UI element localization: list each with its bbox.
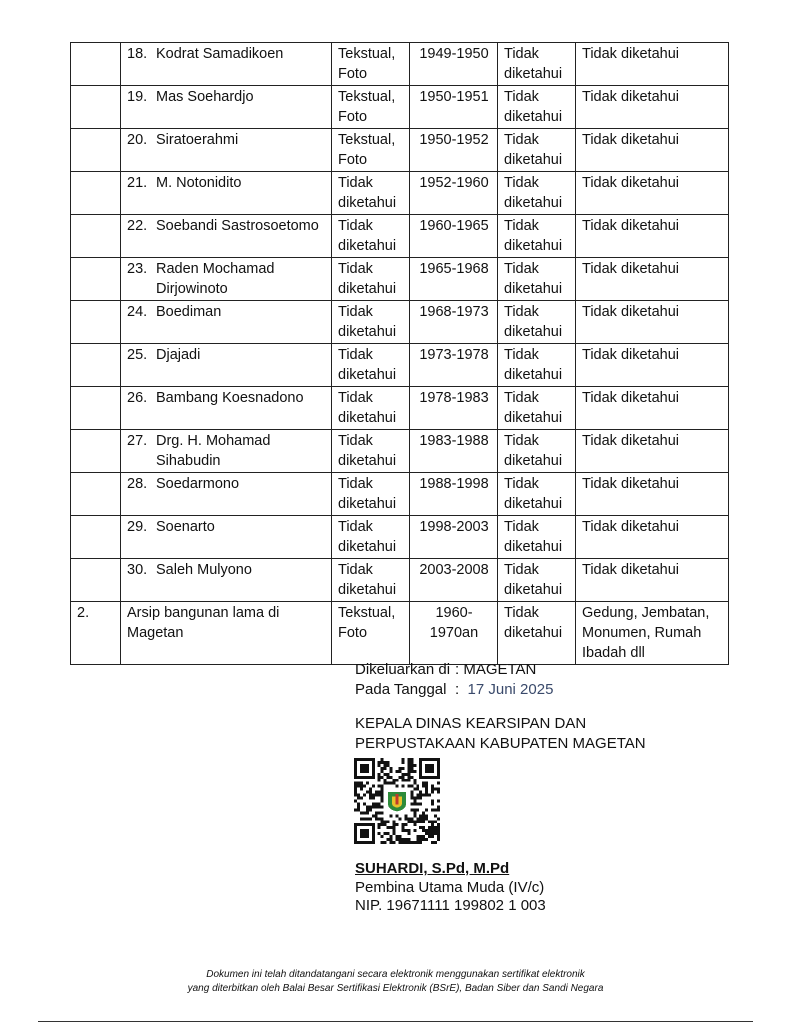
archive-type-cell: Tekstual, Foto (332, 602, 410, 665)
archive-amount-cell: Tidak diketahui (498, 301, 576, 344)
archive-amount-cell: Tidak diketahui (498, 129, 576, 172)
archive-remark-cell: Tidak diketahui (576, 387, 729, 430)
archive-name-cell (121, 172, 332, 215)
row-number-cell (71, 86, 121, 129)
archive-table (70, 42, 729, 665)
date-separator: : (455, 681, 460, 698)
list-index: 30. (127, 562, 148, 578)
archive-amount-cell: Tidak diketahui (498, 172, 576, 215)
row-number-cell (71, 301, 121, 344)
archive-name-cell: Arsip bangunan lama di Magetan (121, 602, 332, 665)
row-number-cell (71, 516, 121, 559)
archive-year-cell: 1978-1983 (410, 387, 498, 430)
person-name: Kodrat Samadikoen (156, 46, 284, 62)
person-name: Raden Mochamad Dirjowinoto (156, 261, 275, 297)
list-index: 29. (127, 519, 148, 535)
archive-amount-cell: Tidak diketahui (498, 516, 576, 559)
list-index: 20. (127, 132, 148, 148)
archive-type-cell: Tekstual, Foto (332, 86, 410, 129)
footer-note-line2: yang diterbitkan oleh Balai Besar Sertifikasi Elektronik (BSrE), Badan Siber dan Sandi Negara (187, 983, 604, 994)
table-row (71, 344, 729, 387)
table-row (71, 86, 729, 129)
row-number-cell: 2. (71, 602, 121, 665)
archive-type-cell: Tidak diketahui (332, 215, 410, 258)
table-row (71, 258, 729, 301)
table-row (71, 559, 729, 602)
table-row (71, 473, 729, 516)
table-row (71, 215, 729, 258)
archive-year-cell: 1950-1952 (410, 129, 498, 172)
archive-year-cell: 1983-1988 (410, 430, 498, 473)
archive-remark-cell: Tidak diketahui (576, 43, 729, 86)
archive-name-cell (121, 301, 332, 344)
row-number-cell (71, 430, 121, 473)
table-row (71, 602, 729, 665)
archive-remark-cell: Tidak diketahui (576, 258, 729, 301)
person-name: Djajadi (156, 347, 201, 363)
archive-remark-cell: Tidak diketahui (576, 301, 729, 344)
archive-type-cell: Tidak diketahui (332, 473, 410, 516)
archive-name-cell (121, 559, 332, 602)
row-number-cell (71, 344, 121, 387)
archive-year-cell: 1998-2003 (410, 516, 498, 559)
row-number-cell (71, 387, 121, 430)
archive-remark-cell: Gedung, Jembatan, Monumen, Rumah Ibadah dll (576, 602, 729, 665)
archive-name-cell (121, 387, 332, 430)
row-number-cell (71, 172, 121, 215)
archive-year-cell: 1950-1951 (410, 86, 498, 129)
archive-amount-cell: Tidak diketahui (498, 473, 576, 516)
archive-amount-cell: Tidak diketahui (498, 387, 576, 430)
qr-code (354, 758, 440, 844)
archive-remark-cell: Tidak diketahui (576, 172, 729, 215)
archive-name-cell (121, 258, 332, 301)
issued-label: Dikeluarkan di (355, 661, 451, 678)
archive-name-cell (121, 473, 332, 516)
archive-year-cell: 1968-1973 (410, 301, 498, 344)
archive-name-cell (121, 516, 332, 559)
table-row (71, 516, 729, 559)
archive-type-cell: Tidak diketahui (332, 258, 410, 301)
person-name: Soenarto (156, 519, 215, 535)
archive-type-cell: Tidak diketahui (332, 301, 410, 344)
archive-remark-cell: Tidak diketahui (576, 516, 729, 559)
list-index: 25. (127, 347, 148, 363)
list-index: 28. (127, 476, 148, 492)
archive-type-cell: Tidak diketahui (332, 344, 410, 387)
list-index: 23. (127, 261, 148, 277)
row-number-cell (71, 258, 121, 301)
archive-amount-cell: Tidak diketahui (498, 344, 576, 387)
archive-remark-cell: Tidak diketahui (576, 215, 729, 258)
issued-place (355, 660, 536, 680)
person-name: Siratoerahmi (156, 132, 239, 148)
person-name: M. Notonidito (156, 175, 242, 191)
list-index: 22. (127, 218, 148, 234)
archive-year-cell: 1952-1960 (410, 172, 498, 215)
archive-remark-cell: Tidak diketahui (576, 473, 729, 516)
list-index: 21. (127, 175, 148, 191)
archive-remark-cell: Tidak diketahui (576, 129, 729, 172)
archive-type-cell: Tidak diketahui (332, 559, 410, 602)
archive-type-cell: Tidak diketahui (332, 430, 410, 473)
date-value: 17 Juni 2025 (467, 681, 554, 698)
archive-year-cell: 1965-1968 (410, 258, 498, 301)
table-row (71, 430, 729, 473)
archive-amount-cell: Tidak diketahui (498, 215, 576, 258)
archive-year-cell: 1988-1998 (410, 473, 498, 516)
date-label: Pada Tanggal (355, 681, 447, 698)
archive-year-cell: 2003-2008 (410, 559, 498, 602)
table-row (71, 387, 729, 430)
archive-name-cell (121, 215, 332, 258)
archive-amount-cell: Tidak diketahui (498, 602, 576, 665)
office-title-line1: KEPALA DINAS KEARSIPAN DAN (355, 715, 587, 732)
archive-name-cell (121, 86, 332, 129)
archive-amount-cell: Tidak diketahui (498, 86, 576, 129)
issued-value: : MAGETAN (455, 661, 537, 678)
office-title-line2: PERPUSTAKAAN KABUPATEN MAGETAN (355, 735, 646, 752)
signer-rank: Pembina Utama Muda (IV/c) (355, 879, 545, 896)
row-number-cell (71, 43, 121, 86)
archive-type-cell: Tidak diketahui (332, 172, 410, 215)
archive-type-cell: Tekstual, Foto (332, 129, 410, 172)
archive-type-cell: Tekstual, Foto (332, 43, 410, 86)
person-name: Bambang Koesnadono (156, 390, 304, 406)
list-index: 24. (127, 304, 148, 320)
archive-name-cell (121, 430, 332, 473)
person-name: Drg. H. Mohamad Sihabudin (156, 433, 271, 469)
table-row (71, 301, 729, 344)
archive-year-cell: 1960-1965 (410, 215, 498, 258)
table-row (71, 172, 729, 215)
list-index: 26. (127, 390, 148, 406)
issued-date (355, 680, 553, 700)
signer-name: SUHARDI, S.Pd, M.Pd (355, 860, 510, 877)
row-number-cell (71, 473, 121, 516)
footer-divider (38, 1021, 753, 1022)
archive-year-cell: 1973-1978 (410, 344, 498, 387)
list-index: 19. (127, 89, 148, 105)
archive-remark-cell: Tidak diketahui (576, 559, 729, 602)
table-row (71, 43, 729, 86)
regional-emblem-icon (385, 789, 409, 813)
archive-year-cell: 1949-1950 (410, 43, 498, 86)
archive-year-cell: 1960-1970an (410, 602, 498, 665)
archive-name-cell (121, 43, 332, 86)
person-name: Mas Soehardjo (156, 89, 254, 105)
archive-amount-cell: Tidak diketahui (498, 43, 576, 86)
person-name: Soedarmono (156, 476, 240, 492)
archive-name-cell (121, 344, 332, 387)
archive-amount-cell: Tidak diketahui (498, 430, 576, 473)
archive-name-cell (121, 129, 332, 172)
archive-remark-cell: Tidak diketahui (576, 86, 729, 129)
archive-amount-cell: Tidak diketahui (498, 258, 576, 301)
row-number-cell (71, 129, 121, 172)
list-index: 18. (127, 46, 148, 62)
archive-amount-cell: Tidak diketahui (498, 559, 576, 602)
archive-table-body (71, 43, 729, 665)
table-row (71, 129, 729, 172)
person-name: Boediman (156, 304, 222, 320)
person-name: Soebandi Sastrosoetomo (156, 218, 319, 234)
archive-remark-cell: Tidak diketahui (576, 344, 729, 387)
archive-type-cell: Tidak diketahui (332, 516, 410, 559)
row-number-cell (71, 215, 121, 258)
row-number-cell (71, 559, 121, 602)
signer-nip: NIP. 19671111 199802 1 003 (355, 897, 546, 914)
person-name: Saleh Mulyono (156, 562, 252, 578)
list-index: 27. (127, 433, 148, 449)
archive-type-cell: Tidak diketahui (332, 387, 410, 430)
footer-note-line1: Dokumen ini telah ditandatangani secara elektronik menggunakan sertifikat elektronik (206, 969, 585, 980)
archive-remark-cell: Tidak diketahui (576, 430, 729, 473)
